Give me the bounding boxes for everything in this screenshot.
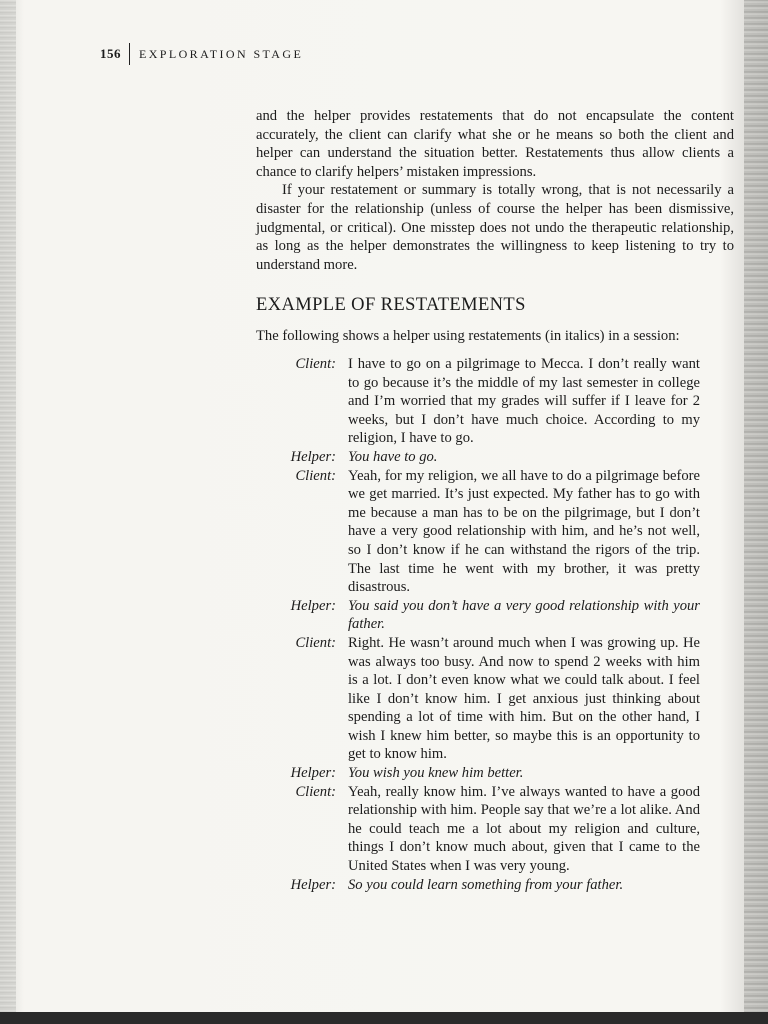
speaker-label: Helper: [290, 448, 336, 465]
section-intro: The following shows a helper using restatements (in italics) in a session: [256, 328, 680, 344]
utterance: I have to go on a pilgrimage to Mecca. I don’t really want to go because it’s the middle of my last semester in college and I’m worried that my grades will suffer if I leave for 2 weeks, but I don’t have much choice. According to my religion, I have to go. [348, 356, 700, 447]
paragraph: If your restatement or summary is totally wrong, that is not necessarily a disaster for the relationship (unless of course the helper has been dismissive, judgmental, or critical). One misstep does not undo the therapeutic relationship, as long as the helper demonstrates the willingness to keep listening to try to understand more. [256, 182, 734, 273]
page-header [100, 44, 303, 64]
dialogue-turn [270, 467, 700, 597]
dialogue-transcript [270, 355, 700, 894]
running-head: EXPLORATION STAGE [139, 46, 304, 61]
scan-edge-bottom [0, 1012, 768, 1024]
utterance: Yeah, really know him. I’ve always wanted to have a good relationship with him. People say that we’re a lot alike. And he could teach me a lot about my religion and culture, things I don’t know much about, given that I came to the United States when I was very young. [348, 783, 700, 875]
utterance: Yeah, for my religion, we all have to do a pilgrimage before we get married. It’s just expected. My father has to go with me because a man has to be on the pilgrimage, but I don’t have a very good relationship with him, and he’s not well, so I don’t know if he can withstand the rigors of the trip. The last time he went with my brother, it was pretty disastrous. [348, 467, 700, 596]
dialogue-turn [270, 448, 700, 467]
dialogue-turn [270, 355, 700, 448]
body-text [256, 107, 734, 274]
dialogue-turn [270, 764, 700, 783]
speaker-label: Client: [295, 467, 336, 484]
speaker-label: Helper: [290, 765, 336, 782]
speaker-label: Helper: [290, 597, 336, 614]
dialogue-turn [270, 876, 700, 895]
paragraph: and the helper provides restatements that do not encapsulate the content accurately, the client can clarify what she or he means so both the client and helper can understand the situation better. Restatements thus allow clients a chance to clarify helpers’ mistaken impressions. [256, 108, 734, 180]
speaker-label: Client: [295, 356, 336, 372]
dialogue-turn [270, 634, 700, 764]
speaker-label: Client: [295, 783, 336, 800]
utterance: You said you don’t have a very good relationship with your father. [348, 597, 700, 633]
utterance: You wish you knew him better. [348, 765, 524, 782]
section-heading: EXAMPLE OF RESTATEMENTS [256, 295, 526, 315]
page-number: 156 [100, 46, 121, 61]
header-divider [129, 43, 130, 65]
utterance: Right. He wasn’t around much when I was growing up. He was always too busy. And now to spend 2 weeks with him is a lot. I don’t even know what we could talk about. I feel like I don’t know him. I get anxious just thinking about spending a lot of time with him. But on the other hand, I wish I knew him better, so maybe this is an opportunity to get to know him. [348, 634, 700, 763]
dialogue-turn [270, 597, 700, 634]
scan-edge-left [0, 0, 16, 1024]
dialogue-turn [270, 783, 700, 876]
scan-edge-right [744, 0, 768, 1024]
speaker-label: Helper: [290, 876, 336, 893]
utterance: You have to go. [348, 448, 438, 465]
utterance: So you could learn something from your father. [348, 876, 624, 893]
speaker-label: Client: [295, 634, 336, 651]
